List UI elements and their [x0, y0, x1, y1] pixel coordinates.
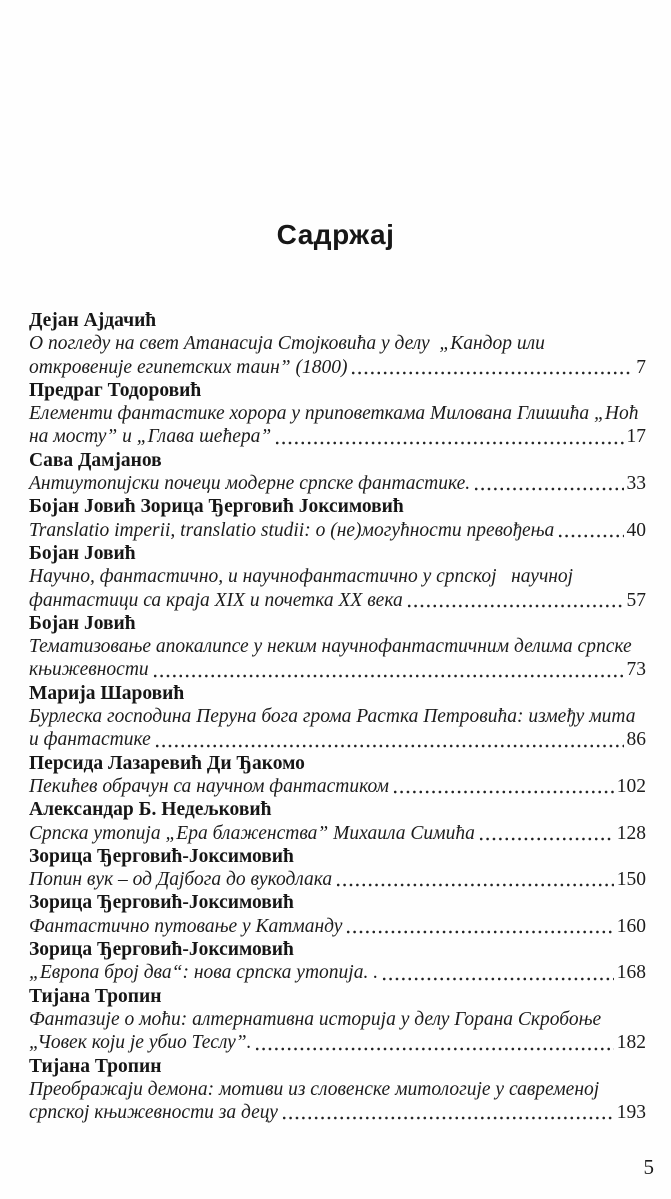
- toc-entry: [29, 682, 646, 752]
- toc-entry-page-number: 57: [626, 589, 646, 611]
- toc-entry-title-line: Фантазије о моћи: алтернативна историја у делу Горана Скробоње: [29, 1008, 602, 1030]
- dot-leader: [382, 976, 614, 982]
- dot-leader: [282, 1115, 614, 1121]
- toc-entry-title-text: Пекићев обрачун са научном фантастиком: [29, 775, 389, 797]
- toc-entry: [29, 938, 646, 985]
- toc-entry-title-line: [29, 822, 646, 845]
- toc-entry-page-number: 128: [616, 822, 646, 844]
- toc-entry-page-number: 17: [626, 426, 646, 448]
- toc-entry-page-number: 150: [616, 869, 646, 891]
- toc-entry: [29, 495, 646, 542]
- toc-entry-page-number: 86: [626, 729, 646, 751]
- toc-entry-page-number: 40: [626, 519, 646, 541]
- toc-entry-title-line: Научно, фантастично, и научнофантастично у српској научној: [29, 566, 574, 588]
- toc-entry-title-text: књижевности: [29, 659, 149, 681]
- toc-entry-author: Зорица Ђерговић-Јоксимовић: [29, 939, 294, 961]
- toc-entry-title-text: откровеније египетских таин” (1800): [29, 356, 348, 378]
- toc-entry-author: Зорица Ђерговић-Јоксимовић: [29, 845, 294, 867]
- toc-entry-title-text: српској књижевности за децу: [29, 1102, 278, 1124]
- toc-entry-title-text: на мосту” и „Глава шећера”: [29, 426, 272, 448]
- dot-leader: [275, 440, 623, 446]
- toc-entry-page-number: 7: [636, 356, 646, 378]
- toc-entry-title-line: Елементи фантастике хорора у приповеткама Милована Глишића „Ноћ: [29, 403, 639, 425]
- dot-leader: [351, 370, 633, 376]
- toc-entry-title-line: [29, 472, 646, 495]
- toc-entry-title-line: [29, 519, 646, 542]
- toc-entry-title-line: [29, 1031, 646, 1054]
- dot-leader: [407, 603, 624, 609]
- dot-leader: [479, 836, 614, 842]
- toc-entry-title-text: фантастици са краја XIX и почетка XX века: [29, 589, 403, 611]
- toc-entry-title-text: и фантастике: [29, 729, 151, 751]
- toc-entry: [29, 449, 646, 496]
- dot-leader: [336, 882, 614, 888]
- toc-entry-author: Сава Дамјанов: [29, 449, 162, 471]
- toc-entry-author: Зорица Ђерговић-Јоксимовић: [29, 892, 294, 914]
- dot-leader: [393, 789, 614, 795]
- toc-entry-title-text: Translatio imperii, translatio studii: о (не)могућности превођења: [29, 519, 555, 541]
- toc-entry-page-number: 102: [616, 775, 646, 797]
- toc-entry-title-line: [29, 775, 646, 798]
- toc-entry-title-text: Попин вук – од Дајбога до вукодлака: [29, 869, 333, 891]
- toc-entry-page-number: 73: [626, 659, 646, 681]
- toc-entry-title-line: [29, 915, 646, 938]
- toc-list: [29, 309, 646, 1124]
- toc-entry-title-text: Српска утопија „Ера блаженства” Михаила Симића: [29, 822, 475, 844]
- toc-entry-author: Марија Шаровић: [29, 682, 185, 704]
- toc-entry-title-line: [29, 961, 646, 984]
- toc-entry-author: Бојан Јовић Зорица Ђерговић Јоксимовић: [29, 496, 404, 518]
- toc-entry-title-line: [29, 868, 646, 891]
- toc-entry-title-line: [29, 728, 646, 751]
- toc-entry-page-number: 160: [616, 915, 646, 937]
- toc-entry: [29, 542, 646, 612]
- toc-entry-page-number: 168: [616, 962, 646, 984]
- toc-entry-author: Персида Лазаревић Ди Ђакомо: [29, 752, 305, 774]
- toc-entry: [29, 612, 646, 682]
- toc-entry-author: Бојан Јовић: [29, 542, 136, 564]
- toc-entry: [29, 985, 646, 1055]
- toc-entry-title-line: Тематизовање апокалипсе у неким научнофантастичним делима српске: [29, 636, 632, 658]
- toc-entry-title-line: [29, 589, 646, 612]
- toc-entry: [29, 798, 646, 845]
- toc-entry-author: Тијана Тропин: [29, 985, 162, 1007]
- toc-entry-title-text: Антиутопијски почеци модерне српске фантастике.: [29, 473, 471, 495]
- toc-entry: [29, 891, 646, 938]
- dot-leader: [155, 743, 624, 749]
- toc-entry-title-line: [29, 356, 646, 379]
- dot-leader: [346, 929, 613, 935]
- toc-entry: [29, 845, 646, 892]
- toc-entry-author: Бојан Јовић: [29, 612, 136, 634]
- page-title: Садржај: [276, 219, 395, 250]
- dot-leader: [153, 673, 624, 679]
- dot-leader: [558, 533, 623, 539]
- toc-entry-page-number: 193: [616, 1102, 646, 1124]
- toc-entry-author: Предраг Тодоровић: [29, 379, 202, 401]
- toc-entry-author: Тијана Тропин: [29, 1055, 162, 1077]
- toc-entry: [29, 1055, 646, 1125]
- toc-entry-title-text: „Европа број два“: нова српска утопија. .: [29, 962, 379, 984]
- toc-entry-title-line: Бурлеска господина Перуна бога грома Растка Петровића: између мита: [29, 706, 636, 728]
- toc-entry-title-line: [29, 425, 646, 448]
- toc-entry-author: Александар Б. Недељковић: [29, 799, 272, 821]
- toc-entry-title-line: [29, 658, 646, 681]
- toc-entry-title-text: „Човек који је убио Теслу”.: [29, 1032, 252, 1054]
- toc-entry-title-line: [29, 1101, 646, 1124]
- toc-entry-page-number: 33: [626, 473, 646, 495]
- dot-leader: [255, 1046, 613, 1052]
- toc-entry-author: Дејан Ајдачић: [29, 310, 157, 331]
- toc-entry: [29, 309, 646, 379]
- toc-entry-title-line: Преображаји демона: мотиви из словенске митологије у савременој: [29, 1078, 600, 1100]
- toc-entry-title-line: О погледу на свет Атанасија Стојковића у делу „Кандор или: [29, 333, 545, 355]
- toc-entry-title-text: Фантастично путовање у Катманду: [29, 915, 343, 937]
- footer-page-number: 5: [643, 1155, 654, 1179]
- toc-entry: [29, 752, 646, 799]
- toc-entry-page-number: 182: [616, 1032, 646, 1054]
- dot-leader: [474, 486, 623, 492]
- toc-entry: [29, 379, 646, 449]
